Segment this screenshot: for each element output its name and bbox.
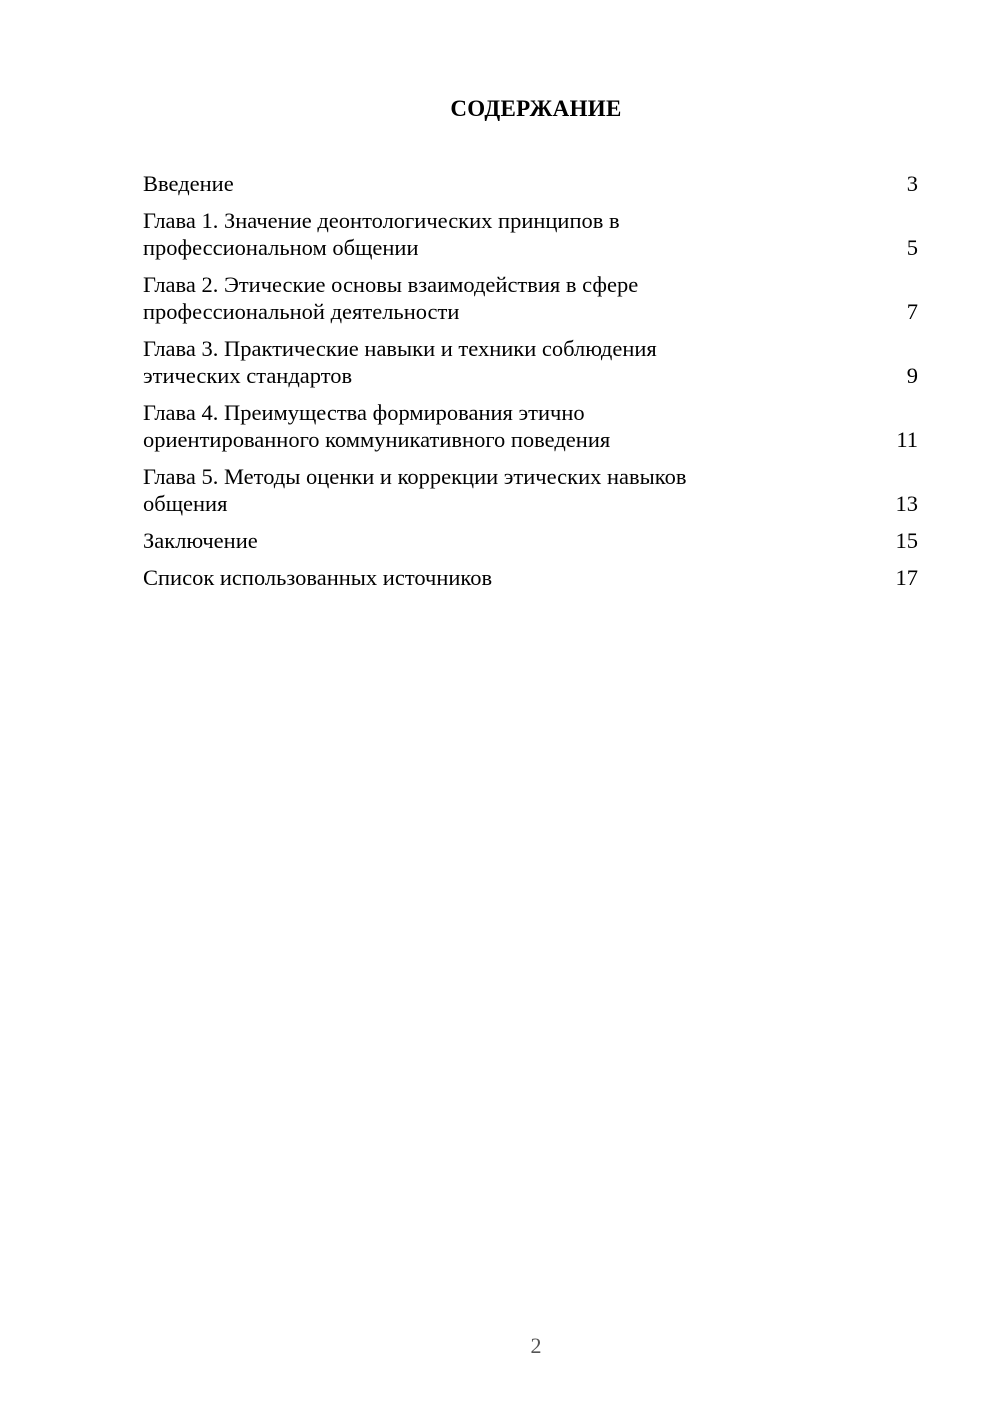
toc-entry-chapter-3 [143, 335, 918, 389]
page-title: СОДЕРЖАНИЕ [450, 96, 622, 121]
page-number: 2 [530, 1333, 542, 1358]
toc-entry-chapter-2 [143, 271, 918, 325]
toc-entry-label: Список использованных источников [143, 565, 493, 590]
toc-entry-page: 5 [906, 235, 918, 260]
toc-entry-page: 11 [896, 427, 918, 452]
toc-entry-page: 17 [895, 565, 918, 590]
toc-entry-label: Глава 3. Практические навыки и техники соблюдения этических стандартов [143, 336, 657, 388]
toc-entry-label: Глава 2. Этические основы взаимодействия в сфере профессиональной деятельности [143, 272, 639, 324]
toc-entry-introduction [143, 170, 918, 197]
toc-entry-page: 3 [906, 171, 918, 196]
toc-entry-chapter-1 [143, 207, 918, 261]
toc-entry-label: Заключение [143, 528, 258, 553]
toc-entry-page: 9 [906, 363, 918, 388]
table-of-contents [143, 170, 918, 601]
toc-entry-references [143, 564, 918, 591]
toc-entry-page: 7 [906, 299, 918, 324]
toc-entry-chapter-4 [143, 399, 918, 453]
toc-entry-label: Глава 5. Методы оценки и коррекции этических навыков общения [143, 464, 687, 516]
toc-entry-page: 13 [895, 491, 918, 516]
toc-entry-page: 15 [895, 528, 918, 553]
toc-entry-label: Глава 4. Преимущества формирования этично ориентированного коммуникативного поведения [143, 400, 611, 452]
toc-entry-conclusion [143, 527, 918, 554]
toc-entry-label: Глава 1. Значение деонтологических принципов в профессиональном общении [143, 208, 620, 260]
toc-entry-label: Введение [143, 171, 234, 196]
toc-entry-chapter-5 [143, 463, 918, 517]
